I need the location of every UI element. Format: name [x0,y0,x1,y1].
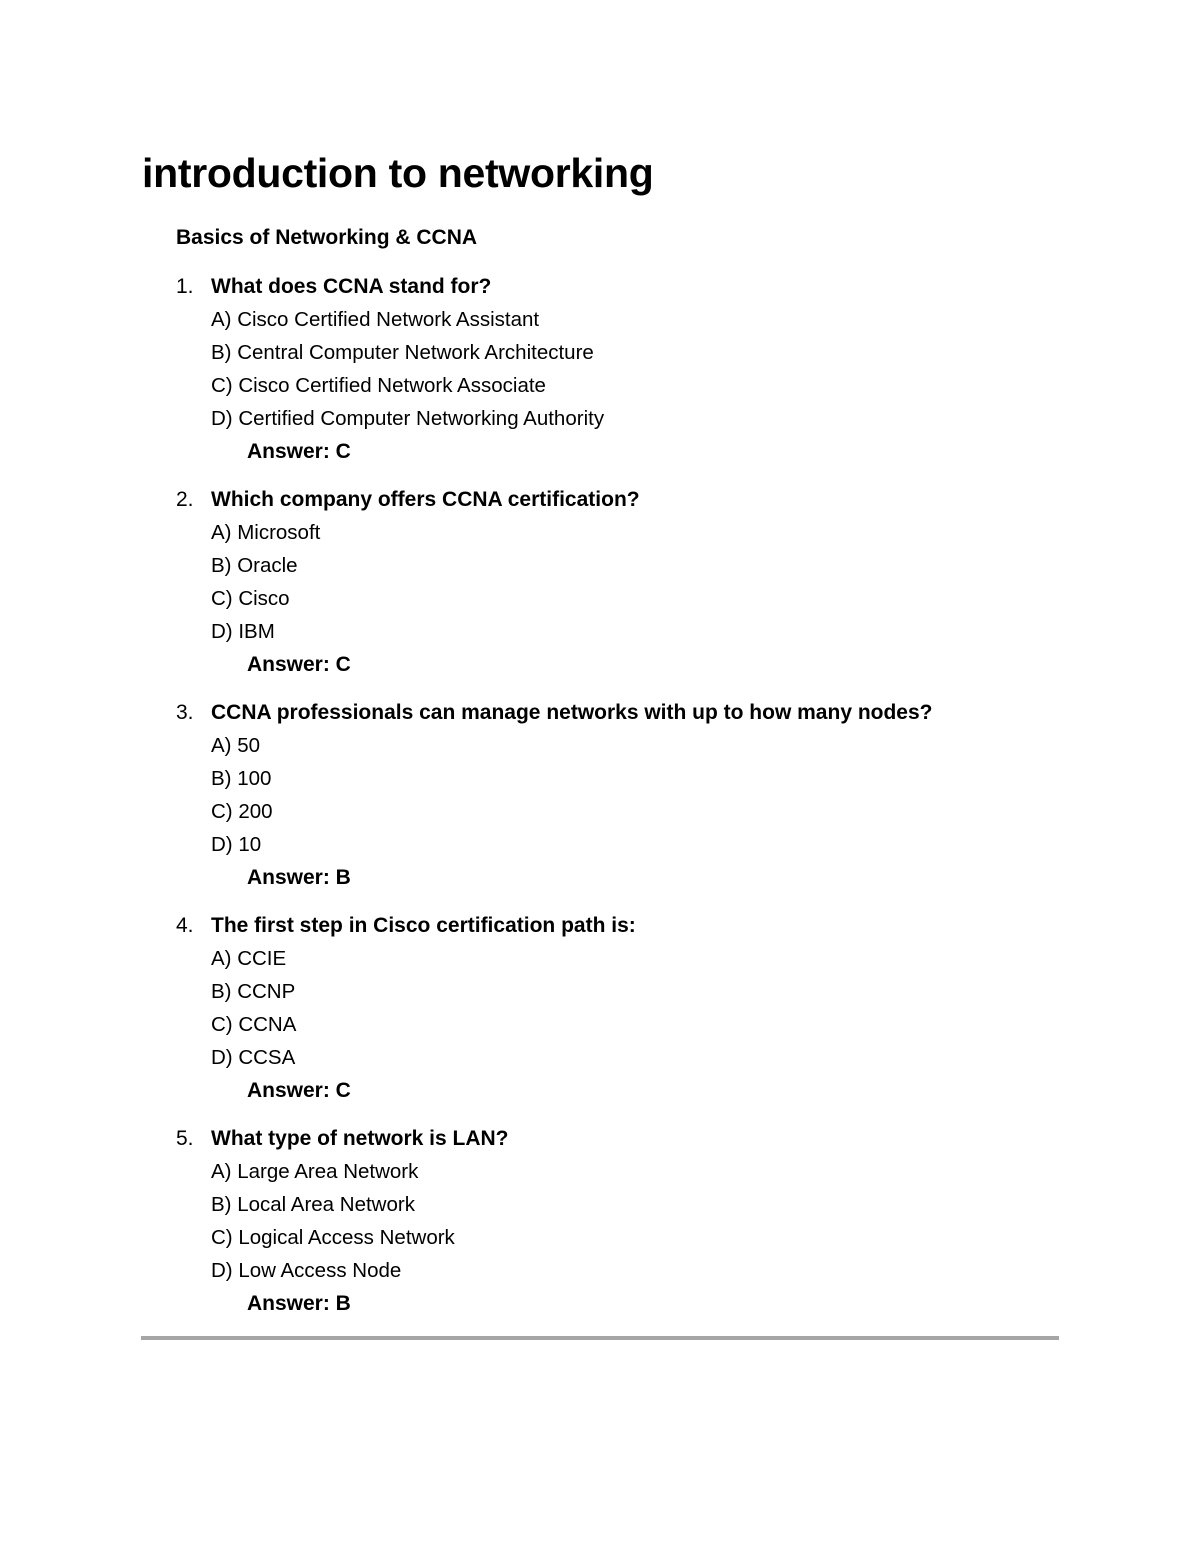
question-text: What does CCNA stand for? [211,275,492,298]
question-text: What type of network is LAN? [211,1127,509,1150]
question-item [0,483,1200,696]
option-c: C) CCNA [211,1013,297,1036]
option-c: C) Cisco [211,587,290,610]
option-c: C) Logical Access Network [211,1226,455,1249]
answer-text: Answer: B [247,866,351,889]
question-item [0,1122,1200,1335]
option-d: D) IBM [211,620,275,643]
option-b: B) Local Area Network [211,1193,415,1216]
option-b: B) CCNP [211,980,296,1003]
option-b: B) Oracle [211,554,298,577]
answer-text: Answer: C [247,440,351,463]
question-text: The first step in Cisco certification path is: [211,914,636,937]
question-item [0,696,1200,909]
question-number: 4. [176,914,194,937]
option-a: A) 50 [211,734,260,757]
answer-text: Answer: B [247,1292,351,1315]
option-d: D) 10 [211,833,262,856]
question-text: Which company offers CCNA certification? [211,488,640,511]
option-b: B) 100 [211,767,272,790]
section-subtitle: Basics of Networking & CCNA [176,226,478,249]
option-c: C) 200 [211,800,273,823]
question-number: 5. [176,1127,194,1150]
option-a: A) Microsoft [211,521,321,544]
option-d: D) Certified Computer Networking Authority [211,407,605,430]
question-text: CCNA professionals can manage networks with up to how many nodes? [211,701,933,724]
horizontal-rule [141,1336,1059,1340]
option-a: A) CCIE [211,947,287,970]
answer-text: Answer: C [247,1079,351,1102]
option-list [211,303,604,435]
page-title: introduction to networking [142,150,654,196]
question-item [0,270,1200,483]
option-list [211,729,273,861]
question-item [0,909,1200,1122]
question-list [0,270,1200,1335]
option-list [211,1155,455,1287]
option-list [211,516,320,648]
question-number: 2. [176,488,194,511]
option-d: D) CCSA [211,1046,296,1069]
question-number: 3. [176,701,194,724]
option-b: B) Central Computer Network Architecture [211,341,594,364]
option-c: C) Cisco Certified Network Associate [211,374,546,397]
option-list [211,942,296,1074]
option-d: D) Low Access Node [211,1259,402,1282]
answer-text: Answer: C [247,653,351,676]
question-number: 1. [176,275,194,298]
option-a: A) Cisco Certified Network Assistant [211,308,540,331]
option-a: A) Large Area Network [211,1160,419,1183]
